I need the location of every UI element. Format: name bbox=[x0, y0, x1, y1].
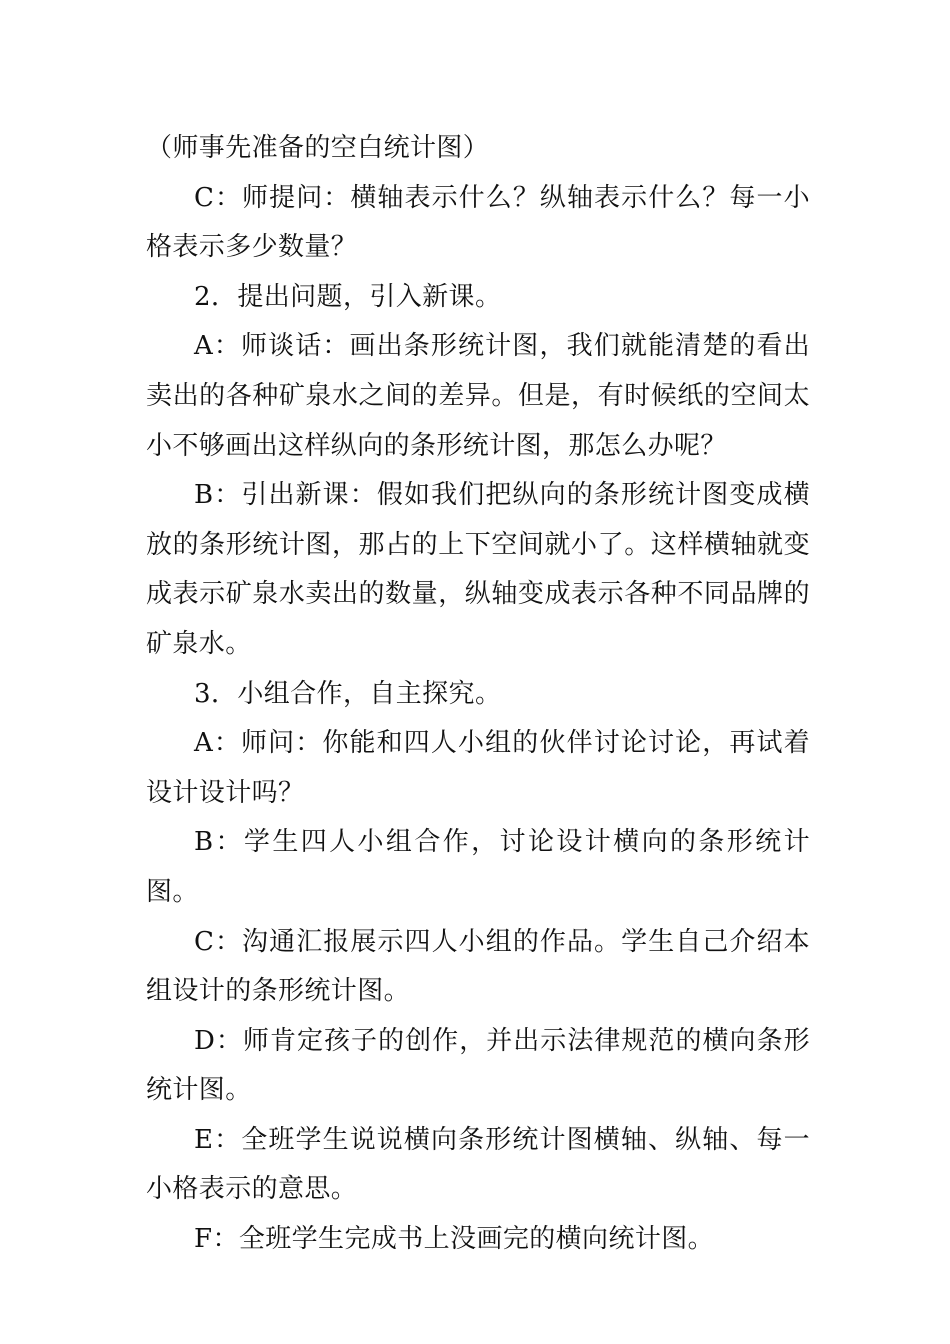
paragraph-a-teacher-talk: A：师谈话：画出条形统计图，我们就能清楚的看出卖出的各种矿泉水之间的差异。但是，有时候纸的空间太小不够画出这样纵向的条形统计图，那怎么办呢？ bbox=[146, 331, 810, 461]
paragraph-d-teacher-affirms: D：师肯定孩子的创作，并出示法律规范的横向条形统计图。 bbox=[146, 1025, 810, 1106]
paragraph-step-3-heading: 3．小组合作，自主探究。 bbox=[194, 678, 502, 709]
paragraph-blank-chart-note: （师事先准备的空白统计图） bbox=[146, 133, 490, 163]
paragraph-b-new-lesson: B：引出新课：假如我们把纵向的条形统计图变成横放的条形统计图，那占的上下空间就小了。这样横轴就变成表示矿泉水卖出的数量，纵轴变成表示各种不同品牌的矿泉水。 bbox=[146, 480, 810, 659]
paragraph-a-teacher-asks: A：师问：你能和四人小组的伙伴讨论讨论，再试着设计设计吗？ bbox=[146, 728, 810, 808]
paragraph-c-report: C：沟通汇报展示四人小组的作品。学生自己介绍本组设计的条形统计图。 bbox=[146, 926, 810, 1007]
paragraph-c-teacher-question: C：师提问：横轴表示什么？纵轴表示什么？每一小格表示多少数量？ bbox=[146, 182, 810, 263]
paragraph-e-class-explains: E：全班学生说说横向条形统计图横轴、纵轴、每一小格表示的意思。 bbox=[146, 1124, 810, 1205]
document-body bbox=[146, 124, 810, 1265]
paragraph-step-2-heading: 2．提出问题，引入新课。 bbox=[194, 281, 502, 312]
paragraph-b-group-work: B：学生四人小组合作，讨论设计横向的条形统计图。 bbox=[146, 827, 810, 907]
paragraph-f-class-completes: F：全班学生完成书上没画完的横向统计图。 bbox=[194, 1224, 715, 1255]
